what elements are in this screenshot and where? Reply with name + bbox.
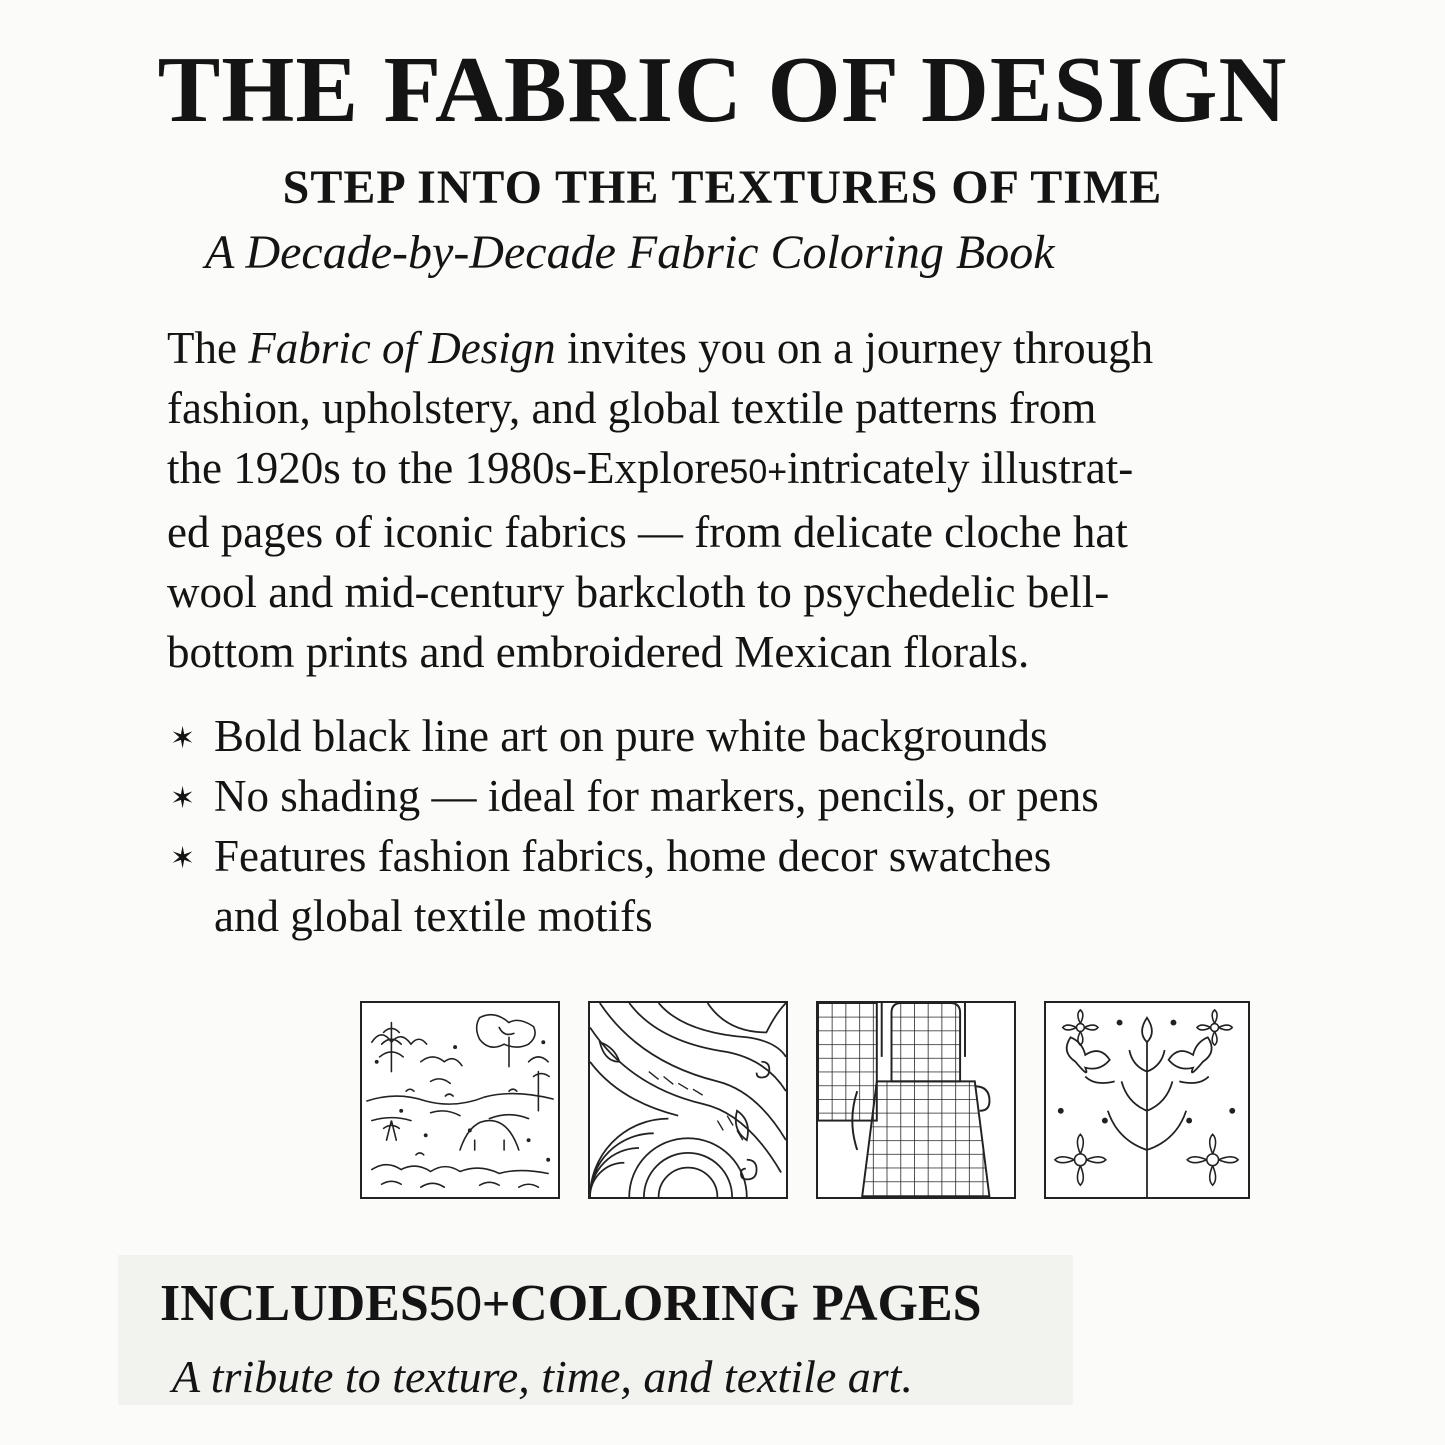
swatch-mexican-floral [1044,1001,1250,1199]
swatch-gingham-apron [816,1001,1016,1199]
intro-line-3-b: intricately illustrat- [787,443,1134,493]
intro-line-2: fashion, upholstery, and global textile patterns from [167,383,1097,433]
toile-landscape-icon [362,1003,558,1197]
swatch-psychedelic-swirl [588,1001,788,1199]
includes-label: INCLUDES [160,1275,429,1332]
tribute-tagline: A tribute to texture, time, and textile art. [172,1351,913,1402]
star-icon: ✶ [170,842,196,875]
coloring-pages-label: COLORING PAGES [510,1275,982,1332]
feature-item [170,706,1270,766]
page-count: 50+ [428,1278,511,1331]
feature-item [170,826,1270,946]
feature-text-continued: and global textile motifs [214,891,653,941]
includes-heading [160,1272,982,1337]
book-title-italic: Fabric of Design [248,323,556,373]
mexican-floral-icon [1046,1003,1248,1197]
intro-line-3-a: the 1920s to the 1980s-Explore [167,443,730,493]
intro-lead: The [167,323,237,373]
intro-line-6: bottom prints and embroidered Mexican florals. [167,627,1030,677]
feature-text: Bold black line art on pure white backgrounds [214,711,1048,761]
intro-paragraph [167,318,1277,682]
feature-text: No shading — ideal for markers, pencils, or pens [214,771,1099,821]
feature-text: Features fashion fabrics, home decor swatches [214,831,1052,881]
feature-item [170,766,1270,826]
star-icon: ✶ [170,722,196,755]
subtitle: STEP INTO THE TEXTURES OF TIME [282,161,1163,214]
intro-line-1-rest: invites you on a journey through [566,323,1154,373]
gingham-apron-icon [818,1003,1014,1197]
page-count-inline: 50+ [729,453,788,491]
feature-list [170,706,1270,946]
tagline: A Decade-by-Decade Fabric Coloring Book [205,226,1055,279]
swatch-toile-landscape [360,1001,560,1199]
intro-line-1 [167,318,1277,378]
intro-line-3 [167,438,1277,502]
fabric-swatches [360,1001,1250,1201]
star-icon: ✶ [170,782,196,815]
psychedelic-swirl-icon [590,1003,786,1197]
intro-line-5: wool and mid-century barkcloth to psychedelic bell- [167,567,1110,617]
page-title: THE FABRIC OF DESIGN [157,38,1288,142]
intro-line-4: ed pages of iconic fabrics — from delicate cloche hat [167,507,1128,557]
